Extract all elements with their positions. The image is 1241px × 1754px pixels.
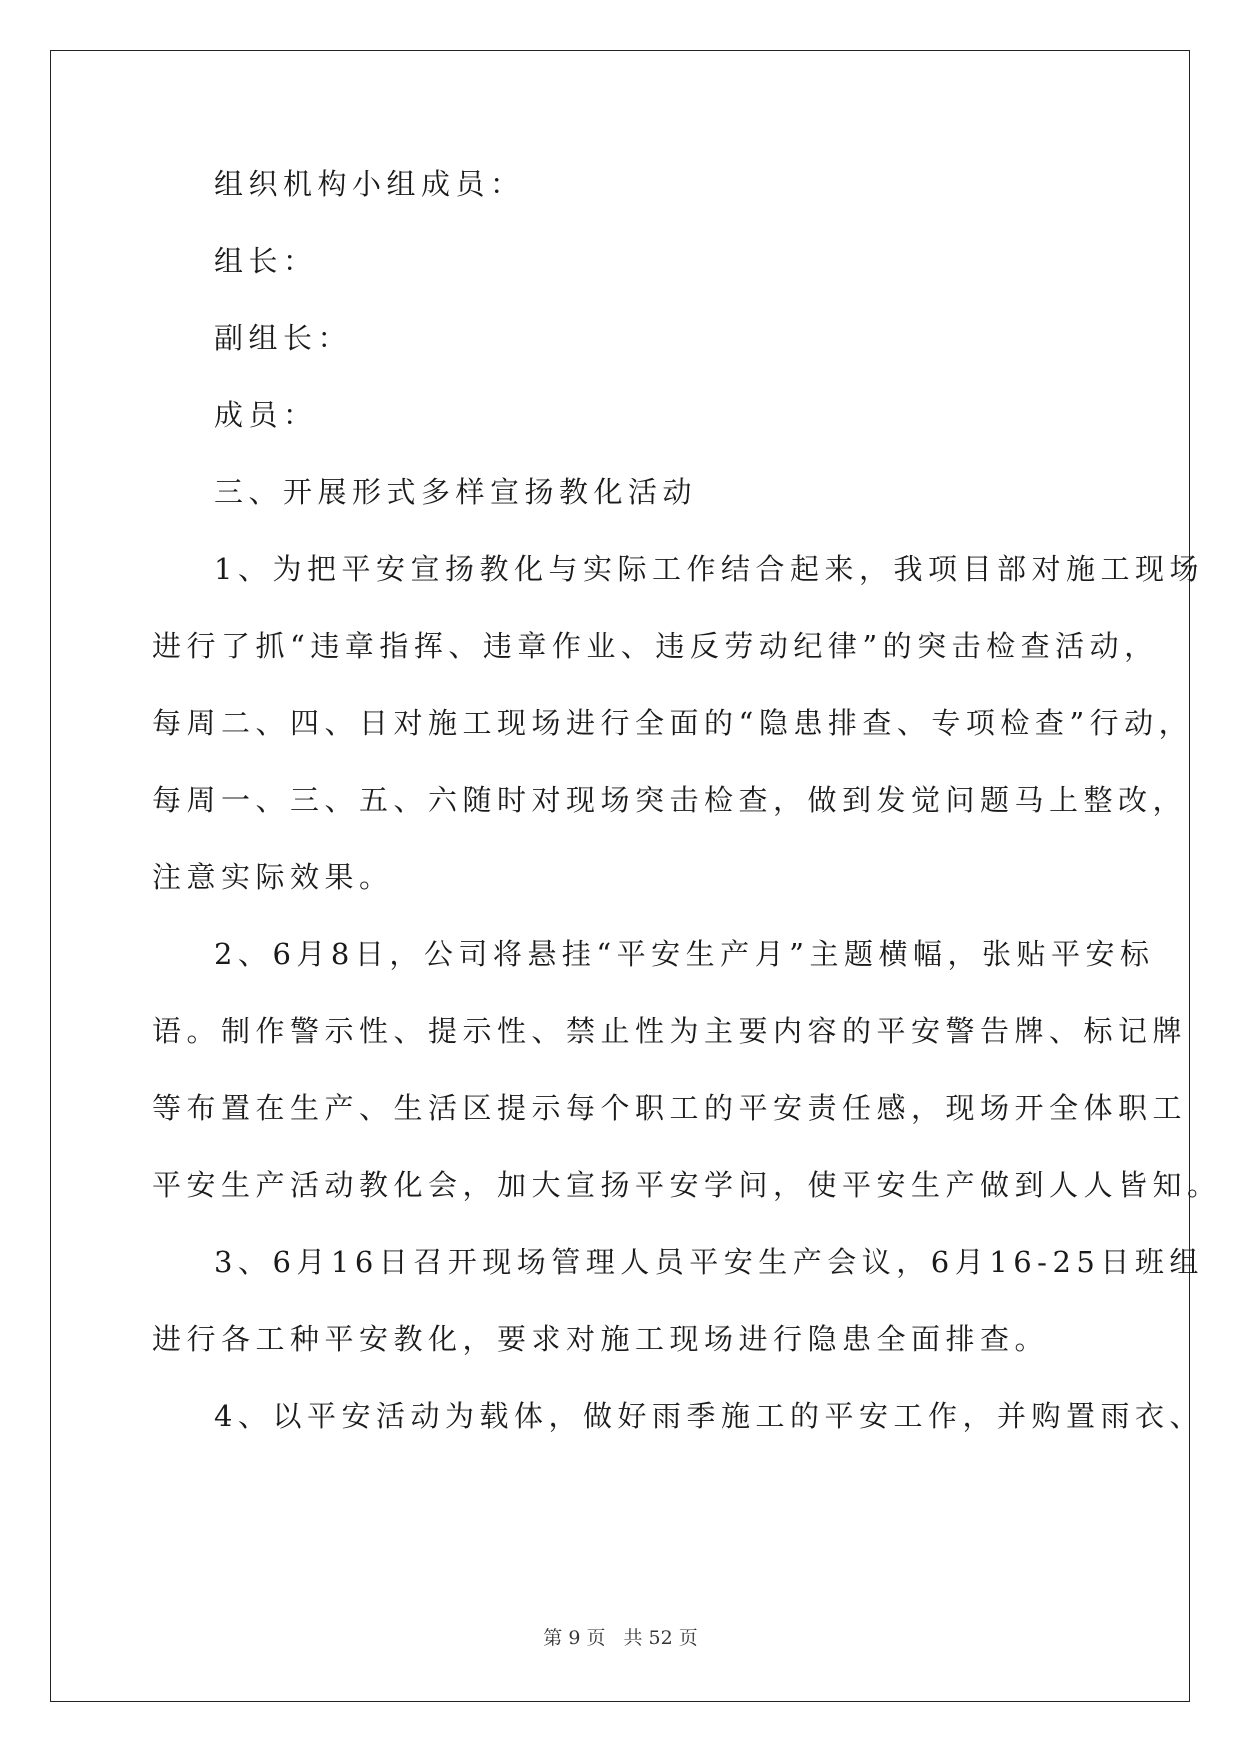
paragraph-line: 每周一、三、五、六随时对现场突击检查，做到发觉问题马上整改， — [152, 783, 1188, 817]
paragraph-line: 语。制作警示性、提示性、禁止性为主要内容的平安警告牌、标记牌 — [152, 1014, 1188, 1048]
paragraph-line: 平安生产活动教化会，加大宣扬平安学问，使平安生产做到人人皆知。 — [152, 1168, 1222, 1202]
paragraph-line: 每周二、四、日对施工现场进行全面的“隐患排查、专项检查”行动， — [152, 706, 1194, 740]
paragraph-line: 3、6月16日召开现场管理人员平安生产会议，6月16-25日班组 — [214, 1245, 1204, 1279]
leader-line: 组长： — [214, 244, 318, 278]
org-members-heading: 组织机构小组成员： — [214, 167, 525, 201]
total-pages: 共 52 页 — [623, 1627, 698, 1649]
paragraph-line: 进行各工种平安教化，要求对施工现场进行隐患全面排查。 — [152, 1322, 1050, 1356]
paragraph-line: 2、6月8日，公司将悬挂“平安生产月”主题横幅，张贴平安标 — [214, 937, 1155, 971]
paragraph-line: 1、为把平安宣扬教化与实际工作结合起来，我项目部对施工现场 — [214, 552, 1204, 586]
members-line: 成员： — [214, 398, 318, 432]
page-footer — [0, 1623, 1241, 1650]
section-heading: 三、开展形式多样宣扬教化活动 — [214, 475, 698, 509]
paragraph-line: 等布置在生产、生活区提示每个职工的平安责任感，现场开全体职工 — [152, 1091, 1188, 1125]
paragraph-line: 进行了抓“违章指挥、违章作业、违反劳动纪律”的突击检查活动， — [152, 629, 1159, 663]
deputy-leader-line: 副组长： — [214, 321, 353, 355]
paragraph-line: 注意实际效果。 — [152, 860, 394, 894]
page-number: 第 9 页 — [543, 1627, 606, 1649]
paragraph-line: 4、以平安活动为载体，做好雨季施工的平安工作，并购置雨衣、 — [214, 1399, 1204, 1433]
